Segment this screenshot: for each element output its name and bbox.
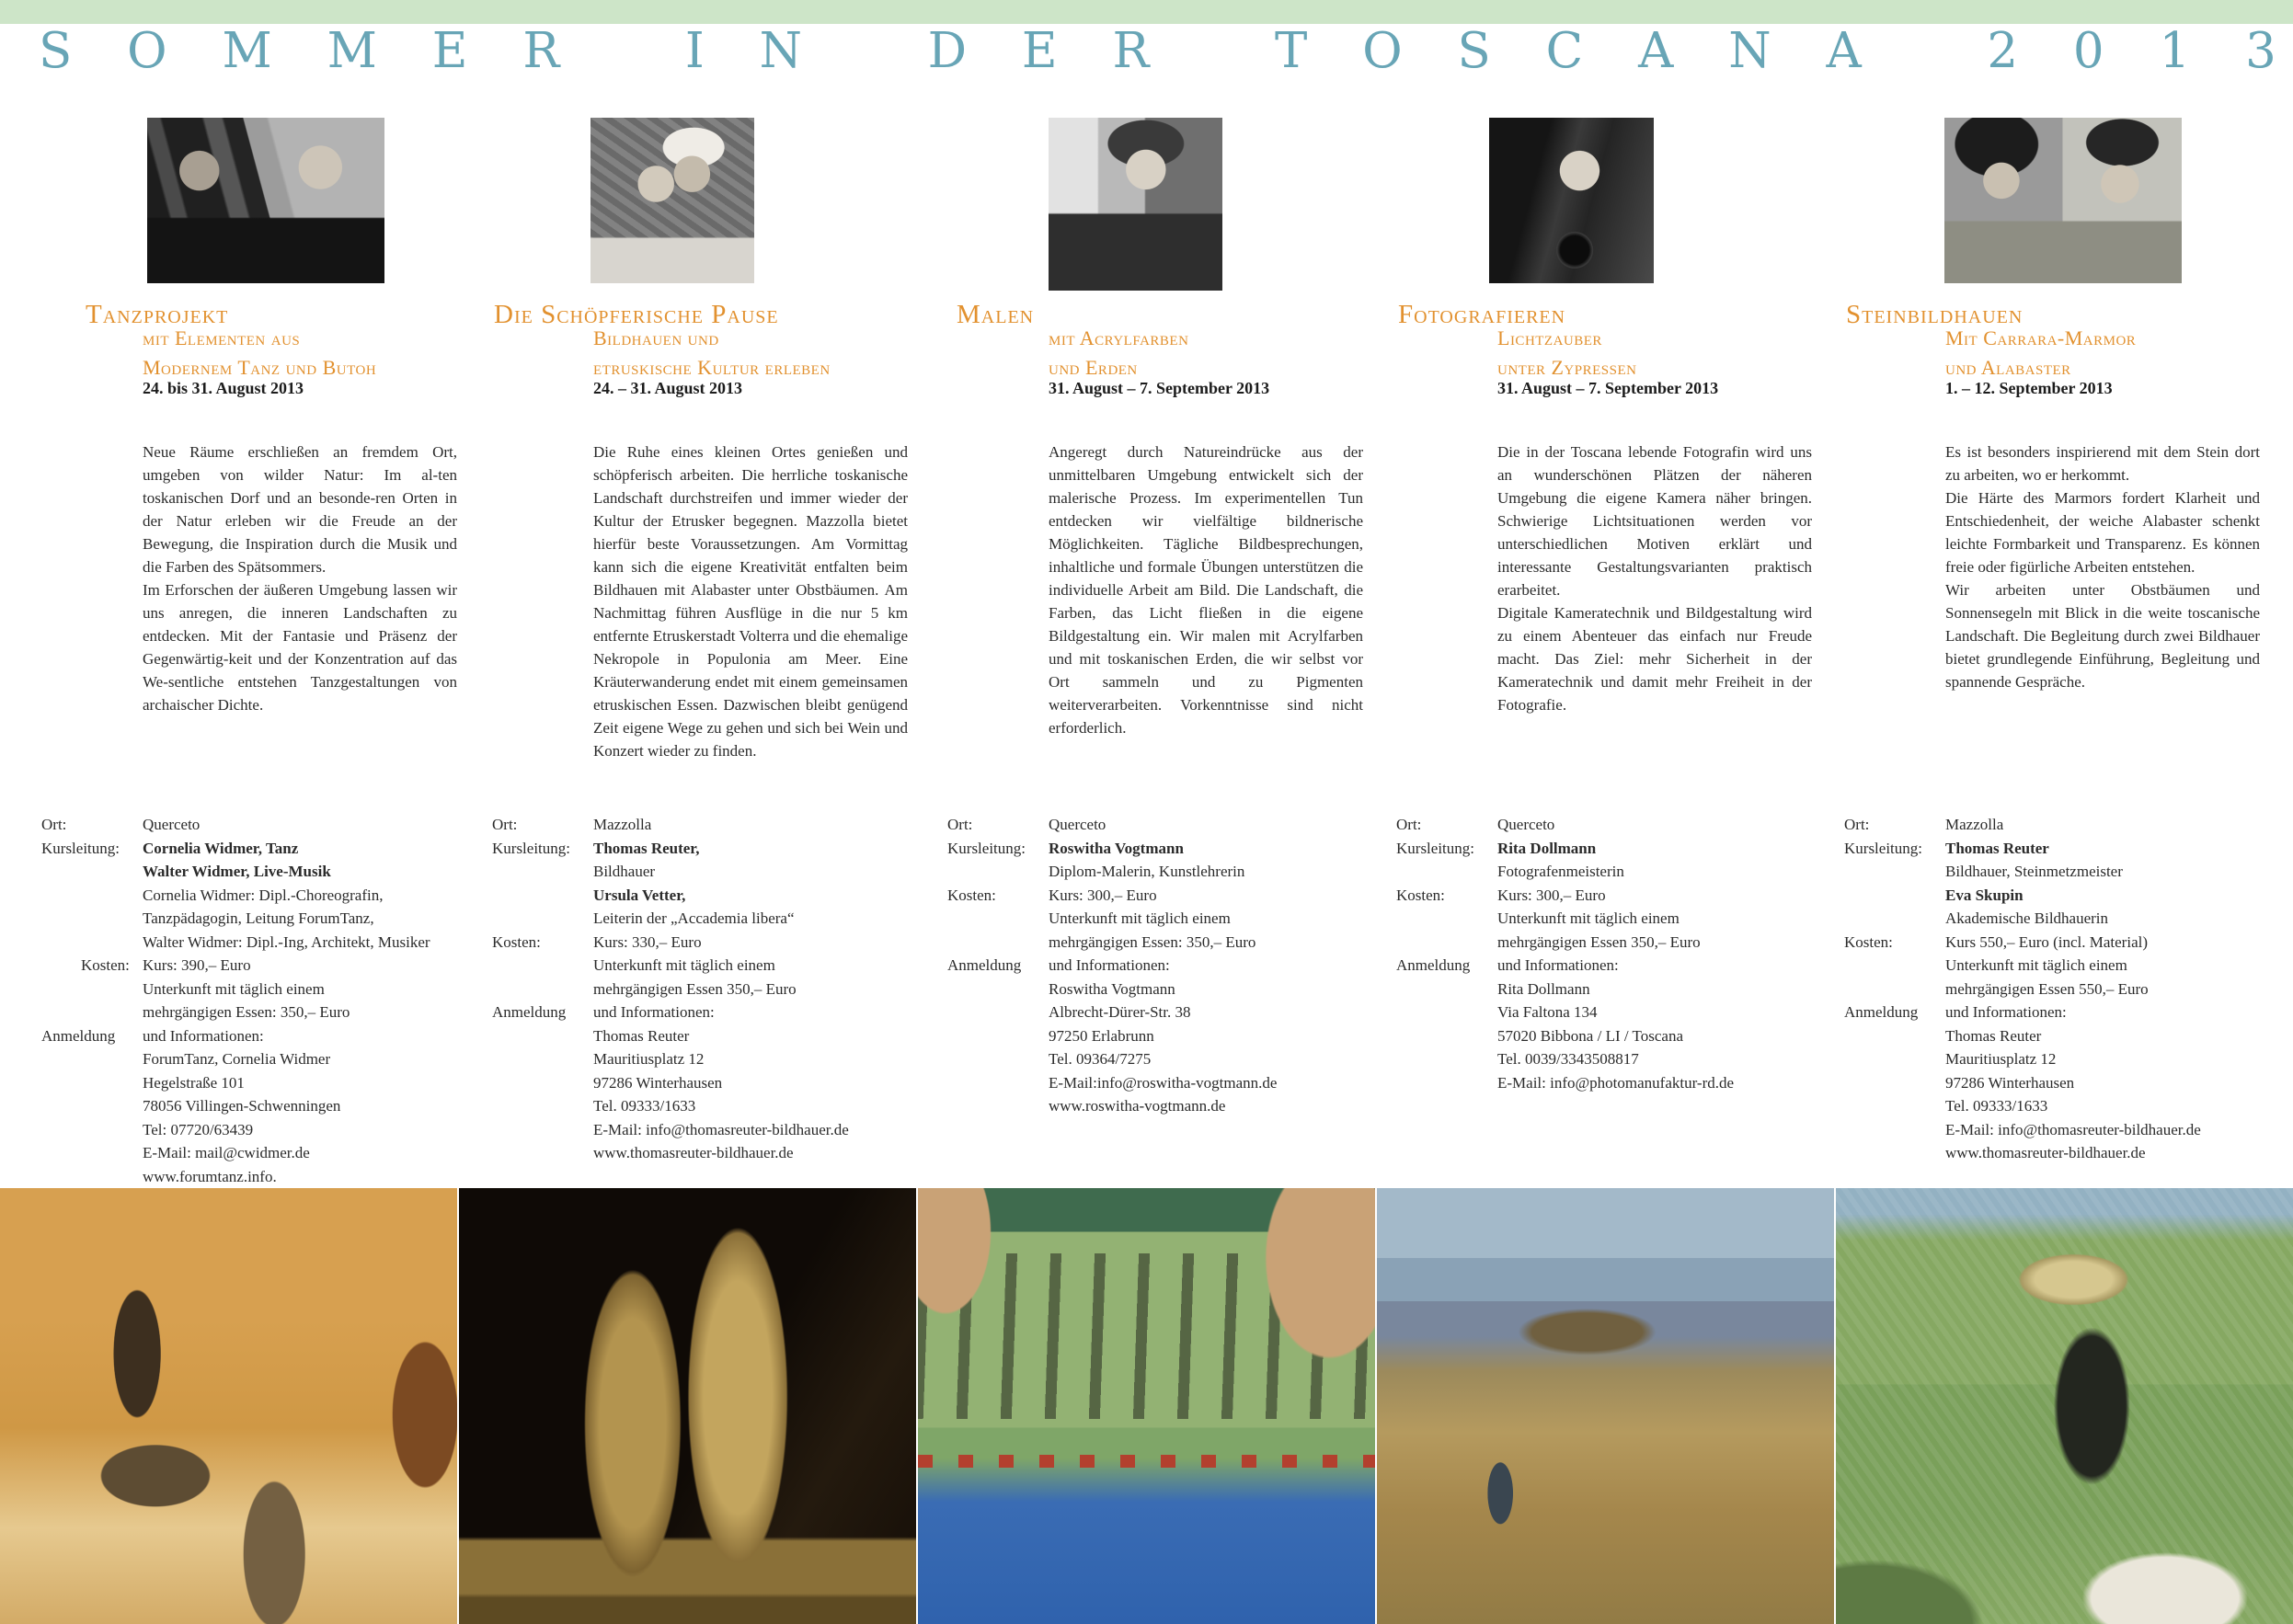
description-paragraph: Im Erforschen der äußeren Umgebung lassen wir uns anregen, die inneren Landschaften zu entdecken. Mit der Fantasie und Präsenz der Gegenwärtig-keit und der Konzentration auf das We-sentliche entstehen Tanzgestaltungen von archaischer Dichte. bbox=[143, 581, 457, 714]
info-line: Diplom-Malerin, Kunstlehrerin bbox=[1049, 863, 1245, 880]
page-title-letter: N bbox=[1728, 23, 1771, 79]
description-paragraph: Es ist besonders inspirierend mit dem Stein dort zu arbeiten, wo er herkommt. bbox=[1945, 443, 2260, 484]
info-line: Via Faltona 134 bbox=[1497, 1003, 1598, 1021]
page-title-letter: I bbox=[684, 23, 705, 79]
info-label: Anmeldung bbox=[41, 1026, 116, 1045]
info-value-lines bbox=[593, 837, 913, 931]
course-date: 31. August – 7. September 2013 bbox=[1049, 379, 1270, 397]
description-paragraph: Die Härte des Marmors fordert Klarheit und Entschiedenheit, der weiche Alabaster schenkt leichte Formbarkeit und Transparenz. Es können freie oder figürliche Arbeiten entstehen. bbox=[1945, 489, 2260, 576]
description-paragraph: Angeregt durch Natureindrücke aus der unmittelbaren Umgebung entwickelt sich der malerische Prozess. Im experimentellen Tun entdecken wir vielfältige bildnerische Möglichkeiten. Tägliche Bildbesprechungen, inhaltliche und formale Übungen unterstützen die individuelle Arbeit am Bild. Die Landschaft, die Farben, das Licht fließen in die eigene Bildgestaltung ein. Wir malen mit Acrylfarben und mit toskanischen Erden, die wir selbst vor Ort sammeln und zu Pigmenten weiterverarbeiten. Vorkenntnisse sind nicht erforderlich. bbox=[1049, 443, 1363, 737]
info-value-lines bbox=[1497, 837, 1817, 884]
info-line: Thomas Reuter bbox=[1945, 839, 2049, 857]
course-subtitle-line: und Erden bbox=[1049, 356, 1138, 379]
info-line: mehrgängigen Essen 350,– Euro bbox=[593, 979, 797, 998]
info-line: www.thomasreuter-bildhauer.de bbox=[593, 1144, 794, 1161]
info-value-lines bbox=[143, 954, 463, 1024]
info-line: Thomas Reuter, bbox=[593, 839, 700, 857]
page-title-letter: 3 bbox=[2245, 23, 2276, 79]
info-value-lines bbox=[1945, 813, 2265, 837]
course-column-2 bbox=[492, 0, 913, 1186]
info-label: Anmeldung bbox=[1844, 1003, 1919, 1021]
info-row bbox=[947, 837, 1369, 884]
info-label: Ort: bbox=[1396, 816, 1422, 833]
info-label: Kosten: bbox=[947, 886, 996, 904]
info-line: und Informationen: bbox=[593, 1003, 715, 1021]
course-info bbox=[1844, 813, 2265, 1165]
course-subtitle-line: und Alabaster bbox=[1945, 356, 2071, 379]
course-subtitle-line: mit Elementen aus bbox=[143, 326, 301, 349]
info-value-lines bbox=[1049, 837, 1369, 884]
page-title-letter: O bbox=[1362, 23, 1403, 79]
course-subtitle-line: Modernem Tanz und Butoh bbox=[143, 356, 377, 379]
info-row bbox=[1396, 884, 1817, 955]
page-title-letter: A bbox=[1638, 23, 1674, 79]
info-label: Anmeldung bbox=[947, 956, 1022, 974]
instructor-portrait-dollmann bbox=[1489, 118, 1654, 283]
info-row bbox=[1396, 837, 1817, 884]
info-row bbox=[492, 931, 913, 1001]
info-line: Unterkunft mit täglich einem bbox=[593, 956, 775, 974]
info-line: Cornelia Widmer: Dipl.-Choreografin, bbox=[143, 886, 384, 904]
info-row bbox=[492, 837, 913, 931]
info-line: Mauritiusplatz 12 bbox=[593, 1050, 705, 1068]
description-paragraph: Digitale Kameratechnik und Bildgestaltung wird zu einem Abenteuer das einfach nur Freude macht. Das Ziel: mehr Sicherheit in der Kameratechnik und damit mehr Freiheit in der Fotografie. bbox=[1497, 604, 1812, 714]
course-subtitle bbox=[593, 324, 831, 383]
info-label: Kursleitung: bbox=[41, 839, 120, 857]
info-line: www.roswitha-vogtmann.de bbox=[1049, 1097, 1226, 1115]
info-line: 97286 Winterhausen bbox=[1945, 1073, 2075, 1092]
info-line: E-Mail: info@photomanufaktur-rd.de bbox=[1497, 1073, 1735, 1092]
course-date: 1. – 12. September 2013 bbox=[1945, 379, 2113, 397]
info-line: Roswitha Vogtmann bbox=[1049, 839, 1184, 857]
page-title-letter: 1 bbox=[2159, 23, 2191, 79]
info-row bbox=[1844, 813, 2265, 837]
info-value-lines bbox=[593, 1001, 913, 1165]
course-description bbox=[143, 440, 457, 716]
description-paragraph: Die Ruhe eines kleinen Ortes genießen und schöpferisch arbeiten. Die herrliche toskanische Landschaft durchstreifen und immer wieder der Kultur der Etrusker begegnen. Mazzolla bietet hierfür beste Voraussetzungen. Am Vormittag kann sich die eigene Kreativität entfalten beim Bildhauen mit Alabaster unter Obstbäumen. Am Nachmittag führen Ausflüge in die nur 5 km entfernte Etruskerstadt Volterra und die ehemalige Nekropole in Populonia am Meer. Eine Kräuterwanderung endet mit einem gemeinsamen etruskischen Essen. Dazwischen bleibt genügend Zeit eigene Wege zu gehen und sich bei Wein und Konzert wieder zu finden. bbox=[593, 443, 908, 760]
course-subtitle-line: etruskische Kultur erleben bbox=[593, 356, 831, 379]
info-line: www.forumtanz.info. bbox=[143, 1167, 277, 1185]
info-line: E-Mail: info@thomasreuter-bildhauer.de bbox=[1945, 1120, 2201, 1138]
info-value-lines bbox=[1497, 813, 1817, 837]
instructor-portrait-widmer-duo bbox=[147, 118, 384, 283]
info-row bbox=[41, 813, 463, 837]
page-title-letter: S bbox=[1457, 23, 1491, 79]
info-value-lines bbox=[143, 837, 463, 955]
page-title-letter: O bbox=[127, 23, 167, 79]
info-label: Kursleitung: bbox=[492, 839, 570, 857]
info-line: E-Mail: info@thomasreuter-bildhauer.de bbox=[593, 1120, 849, 1138]
instructor-portrait-reuter-vetter bbox=[590, 118, 754, 283]
info-line: Tel: 07720/63439 bbox=[143, 1120, 254, 1138]
etruscan-sculpture-photo bbox=[459, 1188, 916, 1624]
info-row bbox=[41, 837, 463, 955]
course-description bbox=[593, 440, 908, 762]
info-line: Thomas Reuter bbox=[1945, 1026, 2042, 1045]
info-label: Ort: bbox=[1844, 816, 1870, 833]
info-row bbox=[492, 813, 913, 837]
info-line: Bildhauer bbox=[593, 863, 656, 880]
course-info bbox=[947, 813, 1369, 1118]
info-row bbox=[1396, 954, 1817, 1094]
info-line: Querceto bbox=[143, 816, 201, 833]
course-description bbox=[1945, 440, 2260, 693]
info-line: Mazzolla bbox=[593, 816, 652, 833]
description-paragraph: Die in der Toscana lebende Fotografin wird uns an wunderschönen Plätzen der näheren Umgebung die eigene Kamera näher bringen. Schwierige Lichtsituationen werden vor unterschiedlichen Motiven erklärt und interessante Gestaltungsvarianten praktisch erarbeitet. bbox=[1497, 443, 1812, 599]
course-subtitle-line: Bildhauen und bbox=[593, 326, 719, 349]
info-value-lines bbox=[1497, 884, 1817, 955]
info-line: Tel. 0039/3343508817 bbox=[1497, 1050, 1639, 1068]
info-line: und Informationen: bbox=[1049, 956, 1170, 974]
page-title-letter: A bbox=[1826, 23, 1862, 79]
course-column-3 bbox=[947, 0, 1369, 1186]
info-row bbox=[1844, 1001, 2265, 1165]
info-line: Ursula Vetter, bbox=[593, 886, 686, 904]
course-title: Die Schöpferische Pause bbox=[494, 300, 779, 329]
toscana-landscape-photographer-photo bbox=[1377, 1188, 1834, 1624]
info-line: mehrgängigen Essen: 350,– Euro bbox=[143, 1003, 350, 1021]
page-title-letter: E bbox=[431, 23, 468, 79]
info-row bbox=[1844, 837, 2265, 931]
info-line: Albrecht-Dürer-Str. 38 bbox=[1049, 1003, 1191, 1021]
info-label: Kosten: bbox=[492, 932, 541, 951]
bottom-photo-strip bbox=[0, 1188, 2293, 1624]
course-info bbox=[492, 813, 913, 1165]
info-line: Tanzpädagogin, Leitung ForumTanz, bbox=[143, 909, 374, 927]
description-paragraph: Wir arbeiten unter Obstbäumen und Sonnensegeln mit Blick in die weite toscanische Landschaft. Die Begleitung durch zwei Bildhauer bietet grundlegende Einführung, Begleitung und spannende Gespräche. bbox=[1945, 581, 2260, 691]
info-label: Kosten: bbox=[1844, 932, 1893, 951]
info-line: Unterkunft mit täglich einem bbox=[1945, 956, 2127, 974]
course-info bbox=[41, 813, 463, 1188]
info-line: Kurs: 300,– Euro bbox=[1497, 886, 1606, 904]
info-value-lines bbox=[143, 813, 463, 837]
info-line: Eva Skupin bbox=[1945, 886, 2024, 904]
course-title: Malen bbox=[957, 300, 1035, 329]
info-line: und Informationen: bbox=[143, 1026, 264, 1045]
info-value-lines bbox=[1497, 954, 1817, 1094]
info-line: Kurs: 300,– Euro bbox=[1049, 886, 1157, 904]
course-date: 24. bis 31. August 2013 bbox=[143, 379, 304, 397]
info-line: Tel. 09333/1633 bbox=[1945, 1097, 2048, 1115]
info-line: Unterkunft mit täglich einem bbox=[143, 979, 325, 998]
info-line: Leiterin der „Accademia libera“ bbox=[593, 909, 795, 927]
stone-carving-photo bbox=[1836, 1188, 2293, 1624]
acrylic-painting-photo bbox=[918, 1188, 1375, 1624]
info-line: Tel. 09333/1633 bbox=[593, 1097, 696, 1115]
info-value-lines bbox=[1945, 837, 2265, 931]
info-row bbox=[947, 884, 1369, 955]
course-subtitle-line: mit Acrylfarben bbox=[1049, 326, 1189, 349]
page-title-letter: 2 bbox=[1987, 23, 2019, 79]
info-line: Mazzolla bbox=[1945, 816, 2004, 833]
page-title-letter: T bbox=[1274, 23, 1308, 79]
info-line: Thomas Reuter bbox=[593, 1026, 690, 1045]
info-line: Kurs 550,– Euro (incl. Material) bbox=[1945, 932, 2148, 951]
tanz-performance-photo bbox=[0, 1188, 457, 1624]
info-label: Kursleitung: bbox=[1844, 839, 1922, 857]
course-subtitle-line: unter Zypressen bbox=[1497, 356, 1637, 379]
info-row bbox=[947, 813, 1369, 837]
info-line: und Informationen: bbox=[1945, 1003, 2067, 1021]
info-label: Ort: bbox=[41, 816, 67, 833]
course-subtitle bbox=[1945, 324, 2136, 383]
course-title: Tanzprojekt bbox=[86, 300, 229, 329]
course-subtitle-line: Lichtzauber bbox=[1497, 326, 1602, 349]
page-title-letter: R bbox=[522, 23, 560, 79]
info-line: www.thomasreuter-bildhauer.de bbox=[1945, 1144, 2146, 1161]
info-row bbox=[1844, 931, 2265, 1001]
course-description bbox=[1049, 440, 1363, 739]
page-title-letter: 0 bbox=[2072, 23, 2104, 79]
page-title-letter: N bbox=[759, 23, 802, 79]
info-label: Kursleitung: bbox=[1396, 839, 1474, 857]
course-subtitle bbox=[143, 324, 376, 383]
course-title: Steinbildhauen bbox=[1846, 300, 2024, 329]
info-row bbox=[947, 954, 1369, 1118]
page-title-letter: M bbox=[327, 23, 377, 79]
info-value-lines bbox=[593, 931, 913, 1001]
page-title-letter: R bbox=[1112, 23, 1150, 79]
info-label: Anmeldung bbox=[1396, 956, 1471, 974]
course-date: 31. August – 7. September 2013 bbox=[1497, 379, 1719, 397]
info-row bbox=[41, 954, 463, 1024]
info-line: 97286 Winterhausen bbox=[593, 1073, 723, 1092]
info-line: Querceto bbox=[1497, 816, 1555, 833]
info-row bbox=[1396, 813, 1817, 837]
info-label: Kosten: bbox=[1396, 886, 1445, 904]
page-title-letter: M bbox=[222, 23, 272, 79]
info-line: Bildhauer, Steinmetzmeister bbox=[1945, 863, 2123, 880]
info-line: Rita Dollmann bbox=[1497, 839, 1597, 857]
info-line: 78056 Villingen-Schwenningen bbox=[143, 1097, 341, 1115]
info-label: Anmeldung bbox=[492, 1003, 567, 1021]
info-value-lines bbox=[1945, 1001, 2265, 1165]
info-row bbox=[41, 1024, 463, 1189]
info-line: Hegelstraße 101 bbox=[143, 1073, 245, 1092]
page-title-letter: E bbox=[1021, 23, 1058, 79]
info-line: Cornelia Widmer, Tanz bbox=[143, 839, 299, 857]
info-line: Rita Dollmann bbox=[1497, 979, 1590, 998]
page-title-letter: C bbox=[1545, 23, 1584, 79]
course-subtitle-line: Mit Carrara-Marmor bbox=[1945, 326, 2137, 349]
info-line: Walter Widmer: Dipl.-Ing, Architekt, Musiker bbox=[143, 932, 430, 951]
instructor-portrait-skupin-reuter bbox=[1944, 118, 2182, 283]
info-value-lines bbox=[143, 1024, 463, 1189]
info-value-lines bbox=[1945, 931, 2265, 1001]
info-line: mehrgängigen Essen 550,– Euro bbox=[1945, 979, 2149, 998]
course-description bbox=[1497, 440, 1812, 716]
info-label: Kosten: bbox=[81, 956, 130, 974]
info-line: 57020 Bibbona / LI / Toscana bbox=[1497, 1026, 1683, 1045]
info-line: Tel. 09364/7275 bbox=[1049, 1050, 1152, 1068]
info-line: mehrgängigen Essen: 350,– Euro bbox=[1049, 932, 1256, 951]
info-line: 97250 Erlabrunn bbox=[1049, 1026, 1154, 1045]
page-title-letter: D bbox=[927, 23, 968, 79]
info-line: Unterkunft mit täglich einem bbox=[1497, 909, 1680, 927]
info-line: Kurs: 390,– Euro bbox=[143, 956, 251, 974]
info-value-lines bbox=[1049, 884, 1369, 955]
info-line: Fotografenmeisterin bbox=[1497, 863, 1624, 880]
course-column-4 bbox=[1396, 0, 1817, 1186]
info-line: E-Mail:info@roswitha-vogtmann.de bbox=[1049, 1073, 1278, 1092]
course-column-1 bbox=[41, 0, 463, 1186]
info-line: Unterkunft mit täglich einem bbox=[1049, 909, 1231, 927]
instructor-portrait-vogtmann bbox=[1049, 118, 1222, 291]
course-column-5 bbox=[1844, 0, 2265, 1186]
info-value-lines bbox=[593, 813, 913, 837]
info-line: Querceto bbox=[1049, 816, 1106, 833]
info-line: Roswitha Vogtmann bbox=[1049, 979, 1175, 998]
course-subtitle bbox=[1497, 324, 1636, 383]
course-title: Fotografieren bbox=[1398, 300, 1566, 329]
info-line: Akademische Bildhauerin bbox=[1945, 909, 2109, 927]
info-line: Mauritiusplatz 12 bbox=[1945, 1050, 2057, 1068]
info-line: mehrgängigen Essen 350,– Euro bbox=[1497, 932, 1701, 951]
info-value-lines bbox=[1049, 954, 1369, 1118]
info-label: Ort: bbox=[492, 816, 518, 833]
info-line: Kurs: 330,– Euro bbox=[593, 932, 702, 951]
page-title-letter: S bbox=[39, 23, 73, 79]
info-value-lines bbox=[1049, 813, 1369, 837]
info-line: Walter Widmer, Live-Musik bbox=[143, 863, 331, 880]
info-line: ForumTanz, Cornelia Widmer bbox=[143, 1050, 331, 1068]
info-row bbox=[492, 1001, 913, 1165]
info-line: und Informationen: bbox=[1497, 956, 1619, 974]
info-label: Kursleitung: bbox=[947, 839, 1026, 857]
course-date: 24. – 31. August 2013 bbox=[593, 379, 743, 397]
course-info bbox=[1396, 813, 1817, 1094]
description-paragraph: Neue Räume erschließen an fremdem Ort, umgeben von wilder Natur: Im al-ten toskanischen Dorf und an besonde-ren Orten in der Natur erleben wir die Freude an der Bewegung, die Inspiration durch die Musik und die Farben des Spätsommers. bbox=[143, 443, 457, 576]
info-label: Ort: bbox=[947, 816, 973, 833]
info-line: E-Mail: mail@cwidmer.de bbox=[143, 1144, 310, 1161]
course-subtitle bbox=[1049, 324, 1188, 383]
